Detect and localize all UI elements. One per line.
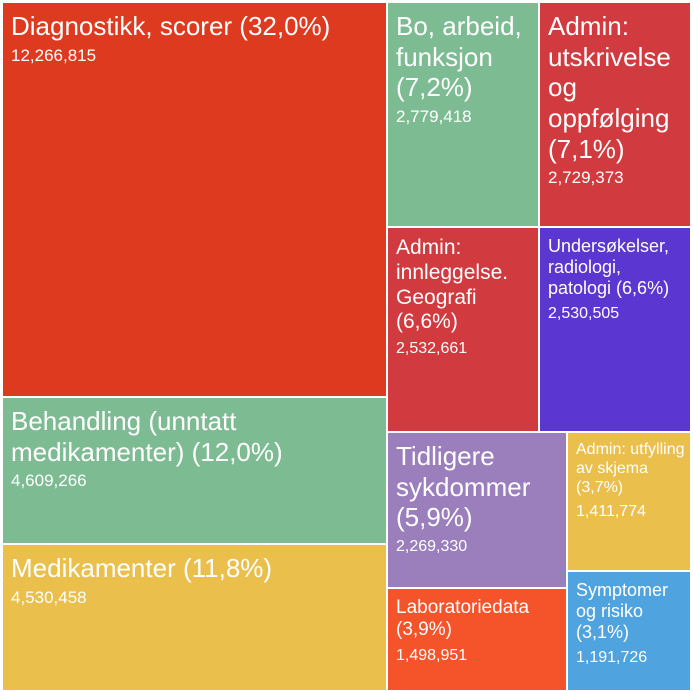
tile-value: 4,530,458 — [11, 587, 87, 607]
tile-label-group — [11, 11, 382, 66]
tile-label: Admin: utskrivelse og oppfølging (7,1%) — [548, 11, 671, 164]
tile-label-group — [396, 597, 562, 665]
tile-value: 2,269,330 — [396, 538, 468, 556]
treemap-tile — [3, 3, 386, 396]
tile-label: Behandling (unntatt medikamenter) (12,0%) — [11, 406, 283, 467]
tile-label: Tidligere sykdommer (5,9%) — [396, 441, 531, 533]
tile-label: Undersøkelser, radiologi, patologi (6,6%) — [548, 236, 670, 299]
tile-label: Admin: innleggelse. Geografi (6,6%) — [396, 236, 509, 334]
tile-label-group — [396, 11, 534, 127]
tile-label-group — [548, 236, 686, 323]
treemap-tile — [540, 228, 690, 431]
treemap-tile — [3, 545, 386, 690]
tile-value: 1,411,774 — [576, 502, 646, 520]
treemap-tile — [388, 228, 538, 431]
tile-label-group — [396, 236, 534, 358]
tile-value: 12,266,815 — [11, 45, 97, 65]
tile-value: 2,779,418 — [396, 107, 472, 127]
tile-value: 1,498,951 — [396, 646, 468, 664]
tile-label: Laboratoriedata (3,9%) — [396, 597, 530, 641]
tile-value: 1,191,726 — [576, 648, 648, 666]
tile-value: 2,532,661 — [396, 340, 468, 358]
tile-label: Medikamenter (11,8%) — [11, 553, 273, 583]
tile-label: Diagnostikk, scorer (32,0%) — [11, 11, 331, 41]
treemap-tile — [568, 433, 690, 570]
tile-label: Bo, arbeid, funksjon (7,2%) — [396, 11, 522, 103]
tile-label-group — [11, 406, 382, 492]
tile-value: 4,609,266 — [11, 471, 87, 491]
tile-label-group — [396, 441, 562, 556]
tile-value: 2,530,505 — [548, 304, 620, 322]
treemap-tile — [568, 572, 690, 690]
treemap-tile — [388, 3, 538, 226]
treemap-tile — [388, 589, 566, 690]
treemap-tile — [388, 433, 566, 587]
treemap-tile — [3, 398, 386, 543]
tile-label-group — [576, 441, 686, 521]
tile-label-group — [548, 11, 686, 189]
tile-label: Admin: utfylling av skjema (3,7%) — [576, 441, 685, 496]
tile-label-group — [576, 580, 686, 667]
tile-label-group — [11, 553, 382, 608]
tile-label: Symptomer og risiko (3,1%) — [576, 580, 669, 643]
tile-value: 2,729,373 — [548, 168, 624, 188]
treemap-tile — [540, 3, 690, 226]
